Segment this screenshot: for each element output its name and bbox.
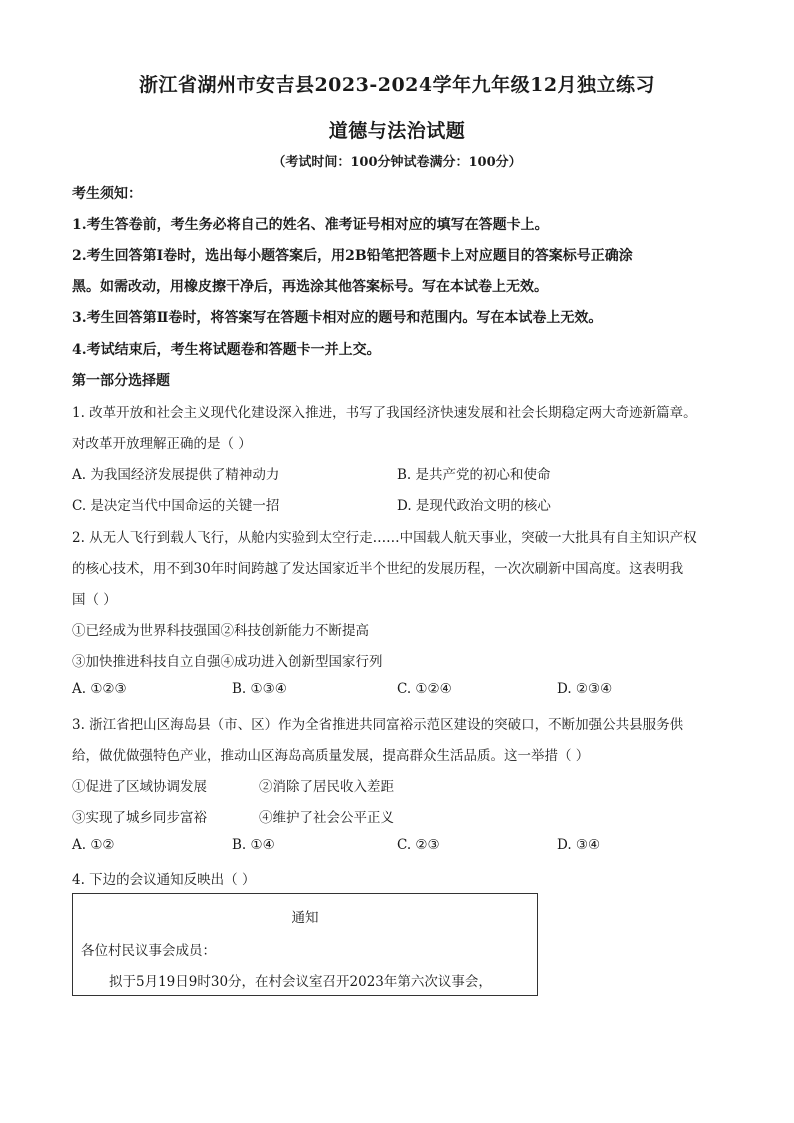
notice-recipients: 各位村民议事会成员： — [81, 943, 216, 959]
notice-title: 通知 — [291, 910, 319, 926]
instruction-1: 1.考生答卷前，考生务必将自己的姓名、准考证号相对应的填写在答题卡上。 — [72, 217, 549, 233]
q4-stem: 4. 下边的会议通知反映出（ ） — [72, 872, 256, 888]
q2-stem-line3: 国（ ） — [72, 592, 117, 608]
instruction-4: 4.考试结束后，考生将试题卷和答题卡一并上交。 — [72, 342, 381, 358]
q3-stem-line2: 给，做优做强特色产业，推动山区海岛高质量发展，提高群众生活品质。这一举措（ ） — [72, 748, 590, 764]
q1-option-a: A. 为我国经济发展提供了精神动力 — [72, 467, 280, 483]
q1-stem-line2: 对改革开放理解正确的是（ ） — [72, 436, 252, 452]
meeting-notice-box — [72, 893, 538, 996]
instruction-2-line1: 2.考生回答第Ⅰ卷时，选出每小题答案后，用2B铅笔把答题卡上对应题目的答案标号正确涂 — [72, 248, 633, 264]
q3-option-a: A. ①② — [72, 837, 115, 853]
section-title: 第一部分选择题 — [72, 373, 170, 389]
q3-option-d: D. ③④ — [557, 837, 601, 853]
instruction-3: 3.考生回答第Ⅱ卷时，将答案写在答题卡相对应的题号和范围内。写在本试卷上无效。 — [72, 310, 603, 326]
notice-content: 拟于5月19日9时30分，在村会议室召开2023年第六次议事会， — [109, 974, 492, 990]
q3-statement-2: ②消除了居民收入差距 — [259, 779, 394, 795]
q3-stem-line1: 3. 浙江省把山区海岛县（市、区）作为全省推进共同富裕示范区建设的突破口，不断加强公共县服务供 — [72, 717, 684, 733]
q2-stem-line2: 的核心技术，用不到30年时间跨越了发达国家近半个世纪的发展历程，一次次刷新中国高度。这表明我 — [72, 561, 684, 577]
q1-option-d: D. 是现代政治文明的核心 — [397, 498, 551, 514]
q3-statement-1: ①促进了区域协调发展 — [72, 779, 207, 795]
instructions-heading: 考生须知： — [72, 186, 142, 202]
q2-option-d: D. ②③④ — [557, 681, 613, 697]
q1-option-b: B. 是共产党的初心和使命 — [397, 467, 551, 483]
q3-option-b: B. ①④ — [232, 837, 275, 853]
q2-option-b: B. ①③④ — [232, 681, 287, 697]
q3-statement-4: ④维护了社会公平正义 — [259, 810, 394, 826]
instruction-2-line2: 黑。如需改动，用橡皮擦干净后，再选涂其他答案标号。写在本试卷上无效。 — [72, 279, 548, 295]
q1-option-c: C. 是决定当代中国命运的关键一招 — [72, 498, 280, 514]
exam-subject: 道德与法治试题 — [328, 120, 466, 142]
exam-title: 浙江省湖州市安吉县2023-2024学年九年级12月独立练习 — [138, 74, 656, 96]
exam-info: （考试时间：100分钟试卷满分：100分） — [272, 155, 522, 170]
q2-option-a: A. ①②③ — [72, 681, 127, 697]
q3-option-c: C. ②③ — [397, 837, 440, 853]
q2-statements-1: ①已经成为世界科技强国②科技创新能力不断提高 — [72, 623, 369, 639]
q3-statement-3: ③实现了城乡同步富裕 — [72, 810, 207, 826]
q2-option-c: C. ①②④ — [397, 681, 452, 697]
q2-stem-line1: 2. 从无人飞行到载人飞行，从舱内实验到太空行走……中国载人航天事业，突破一大批具有自主知识产权 — [72, 530, 697, 546]
q2-statements-2: ③加快推进科技自立自强④成功进入创新型国家行列 — [72, 654, 383, 670]
q1-stem-line1: 1. 改革开放和社会主义现代化建设深入推进，书写了我国经济快速发展和社会长期稳定两大奇迹新篇章。 — [72, 405, 697, 421]
